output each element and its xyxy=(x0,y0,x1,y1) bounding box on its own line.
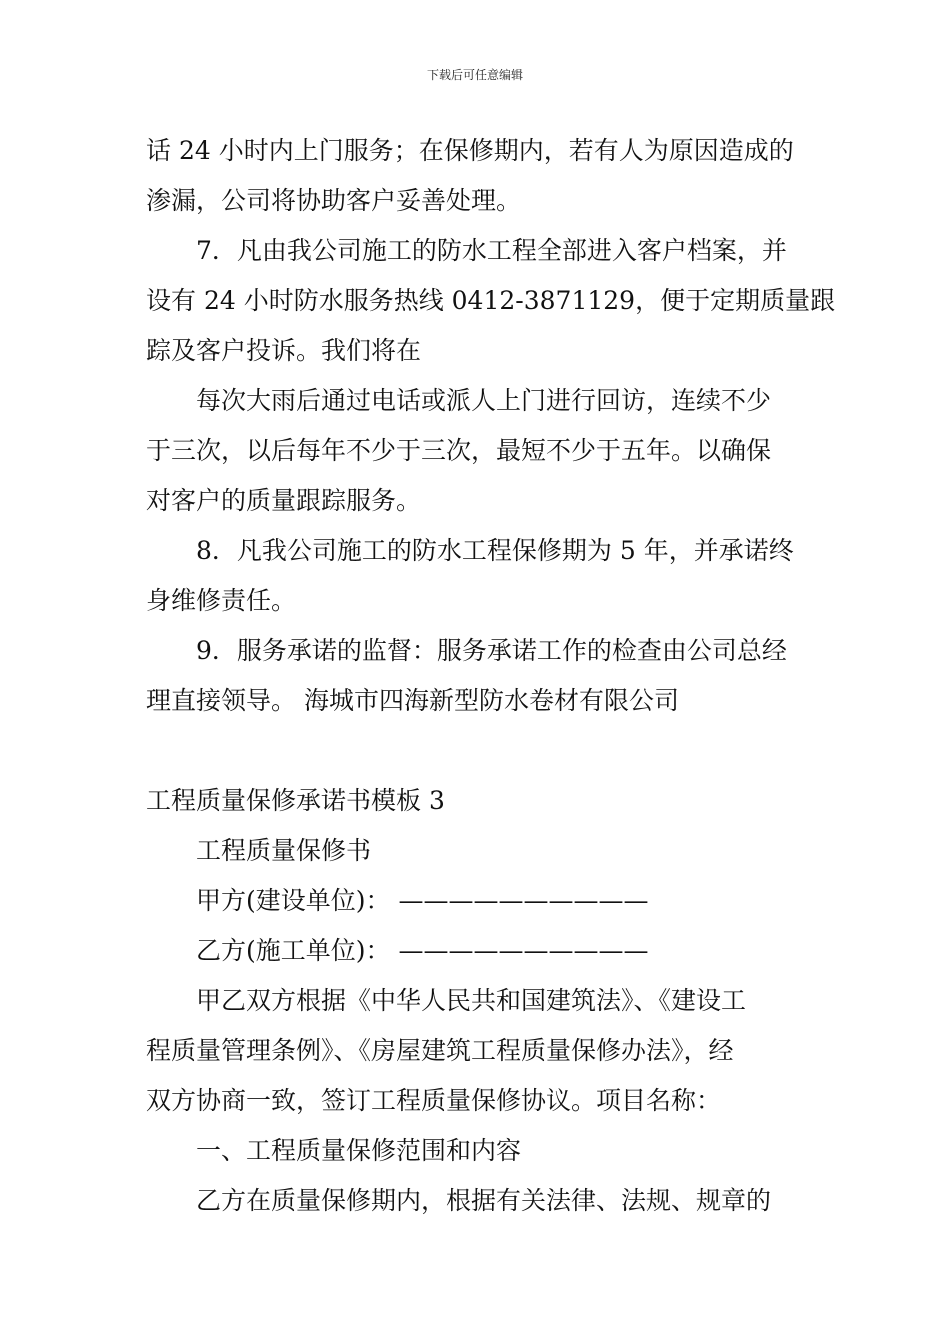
text-line: 7．凡由我公司施工的防水工程全部进入客户档案，并 xyxy=(196,236,787,265)
text-line: 每次大雨后通过电话或派人上门进行回访，连续不少 xyxy=(196,386,772,415)
text-line: 程质量管理条例》、《房屋建筑工程质量保修办法》，经 xyxy=(146,1036,734,1065)
party-b-line: 乙方(施工单位)： —————————— xyxy=(196,936,649,965)
page-header: 下载后可任意编辑 xyxy=(426,68,523,82)
section-heading: 工程质量保修承诺书模板 3 xyxy=(146,786,445,815)
text-line: 9．服务承诺的监督：服务承诺工作的检查由公司总经 xyxy=(196,636,787,665)
text-line: 理直接领导。 海城市四海新型防水卷材有限公司 xyxy=(146,686,679,715)
document-body xyxy=(146,126,836,1226)
text-line: 于三次，以后每年不少于三次，最短不少于五年。以确保 xyxy=(146,436,772,465)
text-line: 渗漏，公司将协助客户妥善处理。 xyxy=(146,186,522,215)
text-line: 双方协商一致，签订工程质量保修协议。项目名称： xyxy=(146,1086,722,1115)
text-line: 踪及客户投诉。我们将在 xyxy=(146,336,422,365)
party-a-line: 甲方(建设单位)： —————————— xyxy=(196,886,649,915)
document-title: 工程质量保修书 xyxy=(196,836,372,865)
text-line: 乙方在质量保修期内，根据有关法律、法规、规章的 xyxy=(196,1186,772,1215)
blank-line xyxy=(146,726,816,776)
text-line: 甲乙双方根据《中华人民共和国建筑法》、《建设工 xyxy=(196,986,747,1015)
text-line: 8．凡我公司施工的防水工程保修期为 5 年，并承诺终 xyxy=(196,536,794,565)
text-line: 身维修责任。 xyxy=(146,586,297,615)
text-line: 话 24 小时内上门服务；在保修期内，若有人为原因造成的 xyxy=(146,136,794,165)
clause-heading: 一、工程质量保修范围和内容 xyxy=(196,1136,522,1165)
text-line: 对客户的质量跟踪服务。 xyxy=(146,486,422,515)
text-line: 设有 24 小时防水服务热线 0412-3871129，便于定期质量跟 xyxy=(146,286,836,315)
